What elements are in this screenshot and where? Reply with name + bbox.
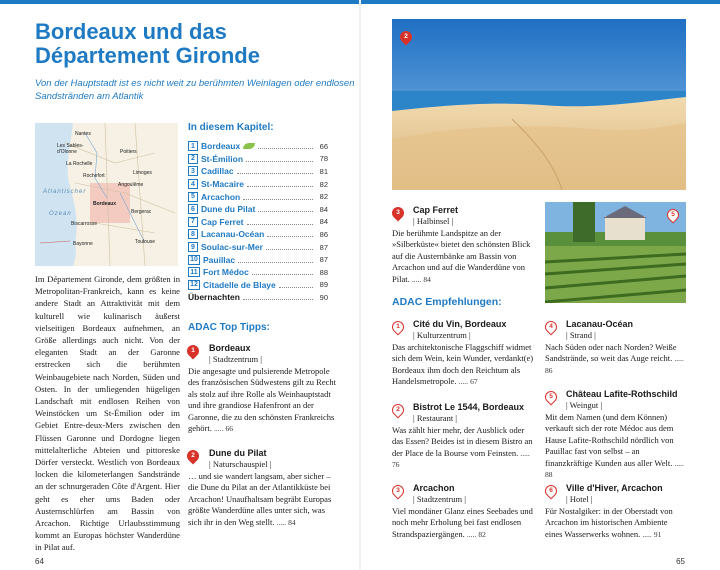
cap-ferret-entry (392, 204, 534, 285)
recommendation-description: Das architektonische Flaggschiff widmet sich dem Wein, kein Wunder, verdankt(e) Bordeaux ihm doch den Reichtum als Handelsmetropole. ..... 67 (392, 341, 534, 386)
chapter-page: 86 (319, 229, 328, 239)
chapter-number: 2 (188, 154, 198, 164)
pin-icon: 2 (185, 448, 202, 465)
map-label-bayonne: Bayonne (73, 241, 93, 247)
chapter-number: 9 (188, 242, 198, 252)
chateau-photo (545, 202, 686, 303)
overview-page: 90 (319, 292, 328, 302)
recommendation-description: Mit dem Namen (und dem Können) verkauft sich der rote Médoc aus dem Hause Lafite-Rothschild nördlich von Pauillac fast von selbst – an finanzkräftige Kunden aus aller Welt. ..... 88 (545, 411, 684, 479)
recommendation-entry (392, 318, 534, 388)
recommendation-entry (545, 388, 687, 481)
chapter-label: St-Émilion (201, 153, 244, 164)
chapter-number: 7 (188, 217, 198, 227)
entry-description: Die berühmte Landspitze an der »Silberküste« bietet den schönsten Blick auf die Austernbänke am Bassin von Arcachon und auf die Wanderdüne von Pilat. ..... 84 (392, 227, 531, 284)
chapter-label: Cap Ferret (201, 216, 244, 227)
tip-name: Dune du Pilat (209, 448, 267, 458)
chapter-heading: In diesem Kapitel: (188, 122, 274, 133)
chapter-number: 10 (188, 255, 200, 265)
chapter-page: 87 (319, 242, 328, 252)
chapter-page: 84 (319, 204, 328, 214)
top-tips-heading: ADAC Top Tipps: (188, 322, 270, 333)
pin-icon: 5 (543, 389, 560, 406)
dune-photo (392, 19, 686, 190)
chapter-label: Dune du Pilat (201, 204, 256, 215)
tip-name: Bordeaux (209, 343, 251, 353)
chapter-page: 66 (319, 141, 328, 151)
map-label-bordeaux: Bordeaux (93, 201, 117, 207)
chapter-item[interactable] (188, 203, 328, 216)
title-line-2: Département Gironde (35, 43, 260, 68)
chapter-number: 5 (188, 192, 198, 202)
leader-dots (279, 282, 313, 288)
chapter-item[interactable] (188, 216, 328, 229)
chapter-item[interactable] (188, 140, 328, 153)
chapter-label: Pauillac (203, 254, 236, 265)
dune-illustration (392, 19, 686, 190)
recommendation-entry (392, 401, 534, 471)
chapter-item[interactable] (188, 266, 328, 279)
chapter-label: Bordeaux (201, 141, 241, 152)
pin-icon: 1 (185, 343, 202, 360)
pin-icon: 3 (390, 205, 407, 222)
entry-name: Cap Ferret (413, 205, 459, 215)
chapter-page: 88 (319, 267, 328, 277)
leader-dots (252, 269, 313, 275)
chapter-page: 89 (319, 280, 328, 290)
recommendations-heading: ADAC Empfehlungen: (392, 296, 502, 308)
tip-category: | Naturschauspiel | (209, 459, 272, 469)
chapter-number: 4 (188, 179, 198, 189)
recommendation-description: Was zählt hier mehr, der Ausblick oder das Essen? Beides ist in diesem Bistro an der Place de la Bourse vom Feinsten. ..... 76 (392, 424, 533, 469)
chapter-item[interactable] (188, 228, 328, 241)
page-subtitle: Von der Hauptstadt ist es nicht weit zu berühmten Weinlagen oder endlosen Sandstränden am Atlantik (35, 78, 355, 102)
chapter-label: Soulac-sur-Mer (201, 242, 263, 253)
page-title (35, 20, 355, 68)
recommendation-category: | Weingut | (566, 400, 603, 410)
chapter-label: Arcachon (201, 191, 241, 202)
chapter-number: 6 (188, 204, 198, 214)
leader-dots (243, 194, 313, 200)
leader-dots (266, 244, 313, 250)
recommendation-name: Ville d'Hiver, Arcachon (566, 483, 663, 493)
tip-category: | Stadtzentrum | (209, 354, 262, 364)
map-label-rochefort: Rochefort (83, 173, 105, 179)
chapter-label: Cadillac (201, 166, 234, 177)
recommendation-entry (545, 318, 687, 376)
page-gutter (359, 0, 361, 570)
chapter-page: 81 (319, 166, 328, 176)
leader-dots (267, 231, 313, 237)
map-label-biscarrosse: Biscarrosse (71, 221, 98, 227)
chapter-item[interactable] (188, 253, 328, 266)
overview-label: Übernachten (188, 292, 240, 303)
chapter-label: Lacanau-Océan (201, 229, 265, 240)
leader-dots (243, 294, 313, 300)
recommendation-name: Bistrot Le 1544, Bordeaux (413, 402, 525, 412)
map-label-les-sables: Les Sables-d'Olonne (57, 143, 84, 155)
map-label-nantes: Nantes (75, 131, 91, 137)
entry-category: | Halbinsel | (413, 216, 454, 226)
chapter-page: 87 (319, 255, 328, 265)
chapter-number: 12 (188, 280, 200, 290)
top-tip-entry (188, 342, 338, 435)
region-map (35, 123, 178, 266)
leader-dots (246, 156, 313, 162)
leader-dots (237, 168, 313, 174)
leader-dots (247, 181, 313, 187)
chapter-page: 82 (319, 179, 328, 189)
recommendation-name: Cité du Vin, Bordeaux (413, 319, 507, 329)
recommendation-entry (545, 482, 687, 540)
overview-item[interactable] (188, 291, 328, 304)
pin-icon: 4 (543, 319, 560, 336)
map-label-angouleme: Angoulême (118, 182, 144, 188)
map-label-la-rochelle: La Rochelle (66, 161, 93, 167)
pin-icon: 5 (665, 207, 682, 224)
leader-dots (258, 143, 313, 149)
pin-icon: 2 (390, 402, 407, 419)
map-sea-label-2: Ozean (49, 211, 72, 217)
chapter-item[interactable] (188, 190, 328, 203)
chapter-number: 3 (188, 166, 198, 176)
title-line-1: Bordeaux und das (35, 19, 227, 44)
map-label-poitiers: Poitiers (120, 149, 137, 155)
chapter-list (188, 140, 328, 304)
map-label-toulouse: Toulouse (135, 239, 156, 245)
pin-icon: 3 (390, 483, 407, 500)
recommendation-category: | Hotel | (566, 494, 593, 504)
recommendation-name: Lacanau-Océan (566, 319, 634, 329)
chapter-page: 78 (319, 154, 328, 164)
chapter-number: 8 (188, 229, 198, 239)
pin-icon: 2 (398, 29, 415, 46)
chapter-item[interactable] (188, 178, 328, 191)
chapter-number: 11 (188, 267, 200, 277)
page-number-left: 64 (35, 557, 44, 566)
leaf-icon (243, 143, 255, 149)
recommendation-category: | Restaurant | (413, 413, 458, 423)
chateau-illustration (545, 202, 686, 303)
chapter-number: 1 (188, 141, 198, 151)
tip-description: Die angesagte und pulsierende Metropole des französischen Südwestens gilt zu Recht als stolz auf ihre Rolle als Weinhauptstadt und ihre grandiose Hafenfront an der Garonne, die zu den schönsten Frankreichs gehört. ..... 66 (188, 365, 337, 433)
chapter-label: Citadelle de Blaye (203, 279, 276, 290)
top-tip-entry (188, 447, 338, 528)
map-label-limoges: Limoges (133, 170, 152, 176)
map-sea-label-1: Atlantischer (43, 189, 87, 195)
leader-dots (238, 257, 313, 263)
page-number-right: 65 (676, 557, 685, 566)
chapter-label: St-Macaire (201, 179, 244, 190)
tip-description: … und sie wandert langsam, aber sicher – die Dune du Pilat an der Atlantikküste bei Arcachon! Unaufhaltsam begräbt Europas größte Wanderdüne alles unter sich, was sich ihr in den Weg stellt. ..... 84 (188, 470, 332, 527)
chapter-item[interactable] (188, 153, 328, 166)
map-label-bergerac: Bergerac (131, 209, 152, 215)
recommendation-name: Arcachon (413, 483, 455, 493)
recommendation-name: Château Lafite-Rothschild (566, 389, 678, 399)
recommendation-description: Für Nostalgiker: in der Oberstadt von Arcachon im historischen Ambiente eines Wasserwerks wohnen. ..... 91 (545, 505, 673, 539)
recommendation-description: Viel mondäner Glanz eines Seebades und noch mehr Erholung bei fast endlosen Strandspaziergängen. ..... 82 (392, 505, 533, 539)
leader-dots (247, 219, 313, 225)
chapter-item[interactable] (188, 279, 328, 292)
chapter-page: 82 (319, 192, 328, 202)
recommendation-category: | Stadtzentrum | (413, 494, 466, 504)
pin-icon: 6 (543, 483, 560, 500)
intro-text: Im Département Gironde, dem größten in Metropolitan-Frankreich, kann es keine andere Stadt an Attraktivität mit dem kulturell wie kulinarisch äußerst vielseitigen Bordeaux aufnehmen, an Größe allerdings auch nicht. Von der eleganten Stadt an der Garonne erstrecken sich die berühmten Weinbaugebiete nach Norden, Süden und Osten. In der umliegenden hügeligen Landschaft mit endlosen Reihen von Weinstöcken um St-Émilion oder im Gebiet Entre-deux-Mers zwischen den Flüssen Garonne und Dordogne liegen mittelalterliche Abteien und pittoreske Dörfer versteckt. Westlich von Bordeaux locken die kilometerlangen Sandstrände an der schnurgeraden Côte d'Argent. Hier geht es eher ums Baden oder Austernschlürfen am Bassin von Arcachon. Richtige Urlaubsstimmung kommt an Europas höchster Wanderdüne in Pilat auf. (35, 274, 180, 553)
chapter-item[interactable] (188, 241, 328, 254)
leader-dots (258, 206, 313, 212)
chapter-page: 84 (319, 217, 328, 227)
chapter-item[interactable] (188, 165, 328, 178)
chapter-label: Fort Médoc (203, 267, 249, 278)
recommendation-description: Nach Süden oder nach Norden? Weiße Sandstrände, so weit das Auge reicht. ..... 86 (545, 341, 684, 375)
recommendation-category: | Strand | (566, 330, 596, 340)
recommendation-entry (392, 482, 534, 540)
recommendation-category: | Kulturzentrum | (413, 330, 471, 340)
pin-icon: 1 (390, 319, 407, 336)
